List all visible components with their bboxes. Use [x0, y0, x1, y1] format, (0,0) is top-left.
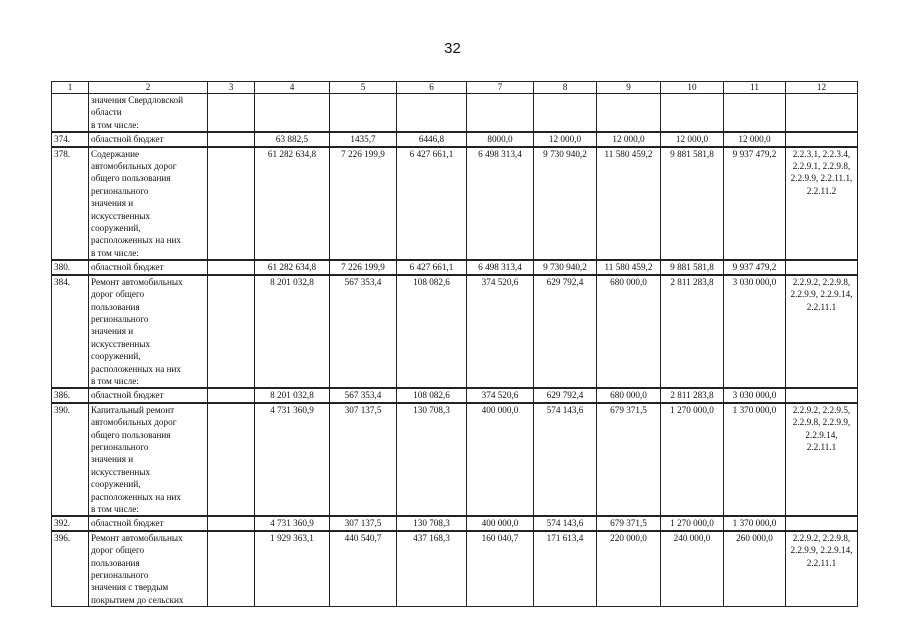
value-cell: 437 168,3	[397, 531, 467, 607]
value-cell: 440 540,7	[330, 531, 397, 607]
value-cell: 1 270 000,0	[661, 516, 724, 530]
row-number: 374.	[52, 132, 89, 146]
row-name: областной бюджет	[89, 388, 208, 402]
empty-cell	[208, 132, 255, 146]
value-cell: 1 370 000,0	[724, 403, 786, 517]
column-header: 3	[208, 82, 255, 94]
value-cell	[467, 94, 534, 133]
value-cell: 1 270 000,0	[661, 403, 724, 517]
column-header: 5	[330, 82, 397, 94]
row-number: 386.	[52, 388, 89, 402]
value-cell: 1435,7	[330, 132, 397, 146]
value-cell	[534, 94, 597, 133]
column-header: 1	[52, 82, 89, 94]
target-codes	[786, 388, 858, 402]
value-cell: 9 881 581,8	[661, 260, 724, 274]
row-name: Капитальный ремонт автомобильных дорог общего пользования регионального значения и искусственных сооружений, расположенных на них в том числе:	[89, 403, 208, 517]
value-cell: 567 353,4	[330, 275, 397, 389]
value-cell: 8 201 032,8	[255, 275, 330, 389]
column-header: 11	[724, 82, 786, 94]
value-cell: 61 282 634,8	[255, 260, 330, 274]
value-cell	[597, 94, 661, 133]
value-cell: 680 000,0	[597, 388, 661, 402]
row-name: Содержание автомобильных дорог общего пользования регионального значения и искусственных сооружений, расположенных на них в том числе:	[89, 147, 208, 261]
table-row	[52, 94, 858, 133]
value-cell: 6 498 313,4	[467, 147, 534, 261]
value-cell: 12 000,0	[597, 132, 661, 146]
value-cell: 108 082,6	[397, 388, 467, 402]
value-cell: 2 811 283,8	[661, 388, 724, 402]
value-cell: 9 881 581,8	[661, 147, 724, 261]
value-cell: 171 613,4	[534, 531, 597, 607]
budget-total-row	[52, 388, 858, 402]
value-cell: 11 580 459,2	[597, 147, 661, 261]
value-cell: 6 427 661,1	[397, 147, 467, 261]
value-cell: 7 226 199,9	[330, 260, 397, 274]
value-cell: 6446,8	[397, 132, 467, 146]
value-cell: 9 937 479,2	[724, 147, 786, 261]
row-name: Ремонт автомобильных дорог общего пользования регионального значения и искусственных сооружений, расположенных на них в том числе:	[89, 275, 208, 389]
column-header: 7	[467, 82, 534, 94]
value-cell: 7 226 199,9	[330, 147, 397, 261]
value-cell: 2 811 283,8	[661, 275, 724, 389]
column-header: 6	[397, 82, 467, 94]
value-cell: 3 030 000,0	[724, 275, 786, 389]
value-cell: 567 353,4	[330, 388, 397, 402]
row-number: 390.	[52, 403, 89, 517]
value-cell: 307 137,5	[330, 516, 397, 530]
value-cell: 160 040,7	[467, 531, 534, 607]
value-cell: 679 371,5	[597, 516, 661, 530]
value-cell	[255, 94, 330, 133]
value-cell: 6 498 313,4	[467, 260, 534, 274]
column-header: 2	[89, 82, 208, 94]
value-cell: 220 000,0	[597, 531, 661, 607]
value-cell: 6 427 661,1	[397, 260, 467, 274]
column-header: 8	[534, 82, 597, 94]
budget-table	[51, 81, 858, 607]
row-name: областной бюджет	[89, 516, 208, 530]
value-cell: 574 143,6	[534, 403, 597, 517]
empty-cell	[208, 94, 255, 133]
table-row	[52, 275, 858, 389]
value-cell: 12 000,0	[661, 132, 724, 146]
value-cell: 9 730 940,2	[534, 147, 597, 261]
empty-cell	[208, 388, 255, 402]
row-number	[52, 94, 89, 133]
table-row	[52, 531, 858, 607]
empty-cell	[208, 516, 255, 530]
value-cell: 629 792,4	[534, 388, 597, 402]
row-number: 392.	[52, 516, 89, 530]
page-number: 32	[444, 40, 461, 57]
value-cell: 307 137,5	[330, 403, 397, 517]
row-number: 380.	[52, 260, 89, 274]
row-number: 378.	[52, 147, 89, 261]
row-name: Ремонт автомобильных дорог общего пользования регионального значения с твердым покрытием до сельских	[89, 531, 208, 607]
column-header: 12	[786, 82, 858, 94]
value-cell: 9 730 940,2	[534, 260, 597, 274]
table-row	[52, 147, 858, 261]
value-cell: 1 370 000,0	[724, 516, 786, 530]
empty-cell	[208, 531, 255, 607]
row-number: 396.	[52, 531, 89, 607]
value-cell: 63 882,5	[255, 132, 330, 146]
target-codes	[786, 260, 858, 274]
value-cell: 374 520,6	[467, 275, 534, 389]
value-cell: 8000,0	[467, 132, 534, 146]
target-codes: 2.2.3.1, 2.2.3.4, 2.2.9.1, 2.2.9.8, 2.2.9.9, 2.2.11.1, 2.2.11.2	[786, 147, 858, 261]
empty-cell	[208, 403, 255, 517]
column-number-header	[52, 82, 858, 94]
value-cell: 108 082,6	[397, 275, 467, 389]
value-cell	[397, 94, 467, 133]
target-codes	[786, 94, 858, 133]
value-cell: 9 937 479,2	[724, 260, 786, 274]
value-cell: 61 282 634,8	[255, 147, 330, 261]
row-name: областной бюджет	[89, 260, 208, 274]
value-cell: 4 731 360,9	[255, 516, 330, 530]
table-row	[52, 403, 858, 517]
value-cell: 12 000,0	[724, 132, 786, 146]
value-cell: 400 000,0	[467, 403, 534, 517]
budget-total-row	[52, 260, 858, 274]
table-body	[52, 94, 858, 607]
value-cell: 12 000,0	[534, 132, 597, 146]
value-cell	[724, 94, 786, 133]
column-header: 10	[661, 82, 724, 94]
value-cell: 574 143,6	[534, 516, 597, 530]
value-cell: 260 000,0	[724, 531, 786, 607]
target-codes: 2.2.9.2, 2.2.9.8, 2.2.9.9, 2.2.9.14, 2.2.11.1	[786, 275, 858, 389]
value-cell: 629 792,4	[534, 275, 597, 389]
row-name: значения Свердловской области в том числе:	[89, 94, 208, 133]
value-cell	[661, 94, 724, 133]
value-cell: 240 000,0	[661, 531, 724, 607]
empty-cell	[208, 260, 255, 274]
value-cell: 4 731 360,9	[255, 403, 330, 517]
value-cell: 1 929 363,1	[255, 531, 330, 607]
row-name: областной бюджет	[89, 132, 208, 146]
value-cell: 130 708,3	[397, 516, 467, 530]
row-number: 384.	[52, 275, 89, 389]
empty-cell	[208, 275, 255, 389]
value-cell: 400 000,0	[467, 516, 534, 530]
value-cell: 8 201 032,8	[255, 388, 330, 402]
column-header: 9	[597, 82, 661, 94]
value-cell: 374 520,6	[467, 388, 534, 402]
value-cell: 3 030 000,0	[724, 388, 786, 402]
value-cell	[330, 94, 397, 133]
value-cell: 679 371,5	[597, 403, 661, 517]
target-codes	[786, 516, 858, 530]
value-cell: 130 708,3	[397, 403, 467, 517]
target-codes	[786, 132, 858, 146]
target-codes: 2.2.9.2, 2.2.9.8, 2.2.9.9, 2.2.9.14, 2.2.11.1	[786, 531, 858, 607]
empty-cell	[208, 147, 255, 261]
value-cell: 11 580 459,2	[597, 260, 661, 274]
column-header: 4	[255, 82, 330, 94]
value-cell: 680 000,0	[597, 275, 661, 389]
budget-total-row	[52, 132, 858, 146]
target-codes: 2.2.9.2, 2.2.9.5, 2.2.9.8, 2.2.9.9, 2.2.9.14, 2.2.11.1	[786, 403, 858, 517]
budget-total-row	[52, 516, 858, 530]
